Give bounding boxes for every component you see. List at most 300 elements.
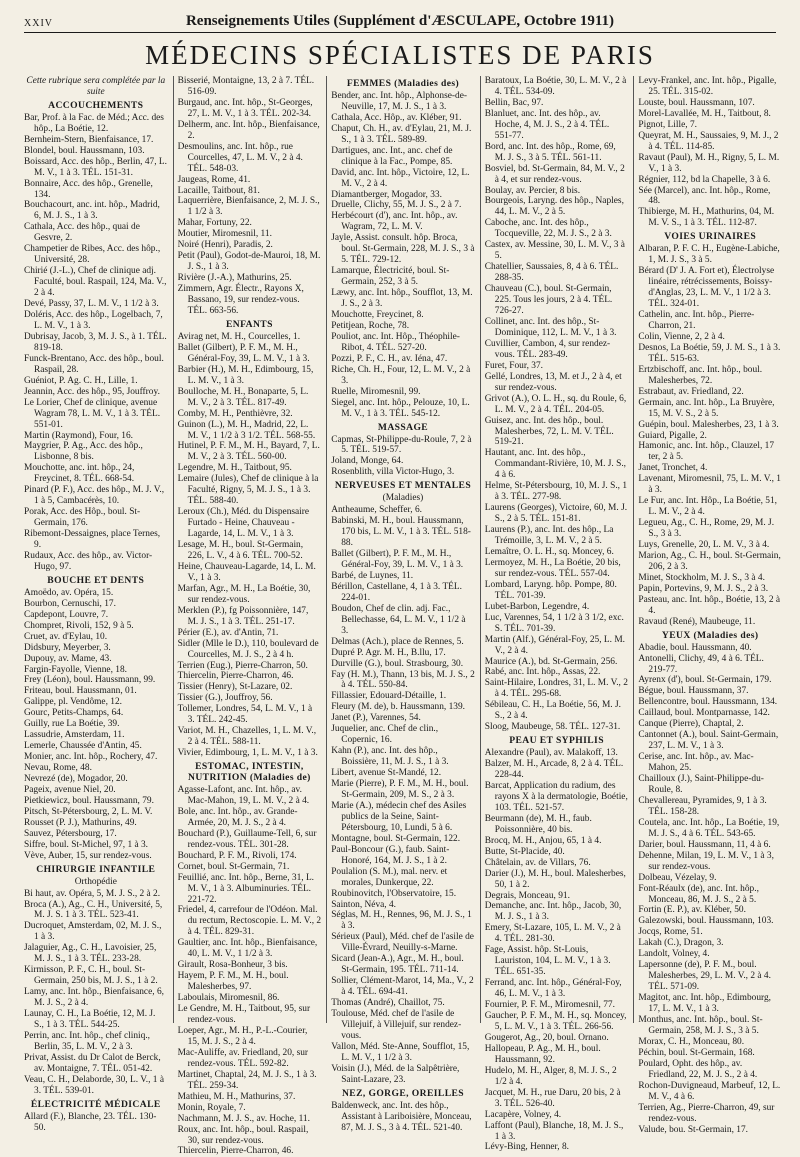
directory-entry: Jeannin, Acc. des hôp., 95, Jouffroy.: [24, 386, 160, 397]
directory-entry: Chompret, Rivoli, 152, 9 à 5.: [24, 620, 134, 631]
directory-entry: Launay, C. H., La Boétie, 12, M. J. S., 1 à 3. TÉL. 544-25.: [24, 1009, 156, 1031]
directory-entry: Lacapère, Volney, 4.: [484, 1109, 562, 1120]
directory-entry: Doléris, Acc. des hôp., Logelbach, 7, L. M. V., 1 à 3.: [24, 310, 163, 331]
directory-entry: Cathala, Acc. Hôp., av. Kléber, 91.: [331, 112, 462, 123]
directory-entry: Guinon (L.), M. H., Madrid, 22, L. M. V., 1 1/2 à 3 1/2. TÉL. 568-55.: [177, 419, 316, 441]
directory-entry: Sauvez, Pétersbourg, 17.: [24, 828, 117, 839]
directory-entry: Monier, anc. Int. hôp., Rochery, 47.: [24, 752, 158, 763]
directory-entry: Toulouse, Méd. chef de l'asile de Villejuif, à Villejuif, sur rendez-vous.: [331, 1009, 462, 1041]
directory-entry: Lamy, anc. Int. hôp., Bienfaisance, 6, M. J. S., 2 à 4.: [24, 987, 164, 1009]
directory-entry: Bisserié, Montaigne, 13, 2 à 7. TÉL. 516-09.: [177, 76, 315, 97]
directory-entry: Delherm, anc. Int. hôp., Bienfaisance, 2.: [177, 119, 320, 141]
directory-entry: Chevallereau, Pyramides, 9, 1 à 3. TÉL. 158-28.: [638, 795, 767, 817]
directory-entry: Valude, bou. St-Germain, 17.: [638, 1124, 748, 1135]
directory-entry: Læwy, anc. Int. hôp., Soufflot, 13, M. J. S., 2 à 3.: [331, 288, 473, 310]
directory-entry: Gougerot, Ag., 20, boul. Ornano.: [484, 1032, 609, 1043]
directory-entry: Châtelain, av. de Villars, 76.: [484, 857, 591, 868]
directory-entry: Antheaume, Scheffer, 6.: [331, 505, 423, 516]
directory-entry: Pasteau, anc. Int. hôp., Boétie, 13, 2 à 4.: [638, 594, 781, 616]
directory-entry: Hudelo, M. H., Alger, 8, M. J. S., 2 1/2 à 4.: [484, 1065, 617, 1087]
directory-entry: Pietkiewicz, boul. Haussmann, 79.: [24, 795, 154, 806]
directory-entry: Siffre, boul. St-Michel, 97, 1 à 3.: [24, 839, 149, 850]
directory-entry: Coutela, anc. Int. hôp., La Boétie, 19, M. J. S., 4 à 6. TÉL. 543-65.: [638, 817, 780, 839]
directory-entry: Perrin, anc. Int. hôp., chef cliniq., Berlin, 35, L. M. V., 2 à 3.: [24, 1030, 151, 1052]
directory-entry: Loeper, Agr., M. H., P.-L.-Courier, 15, M. J. S., 2 à 4.: [177, 1025, 308, 1047]
directory-entry: Fargin-Fayolle, Vienne, 18.: [24, 664, 127, 675]
section-heading: NERVEUSES ET MENTALES: [334, 480, 472, 492]
directory-entry: Desnos, La Boétie, 59, J. M. S., 1 à 3. TÉL. 515-63.: [638, 342, 781, 364]
directory-entry: Legueu, Ag., C. H., Rome, 29, M. J. S., 3 à 3.: [638, 518, 775, 540]
directory-entry: Bellencontre, boul. Haussmann, 134.: [638, 697, 778, 708]
directory-entry: Variot, M. H., Chazelles, 1, L. M. V., 2 à 4. TÉL. 588-11.: [177, 726, 317, 748]
directory-entry: Rousset (P. J.), Mathurins, 49.: [24, 817, 137, 828]
section-heading: FEMMES (Maladies des): [346, 78, 460, 89]
directory-entry: Morel-Lavallée, M. H., Taitbout, 8.: [638, 108, 771, 119]
directory-entry: Martin (Raymond), Four, 16.: [24, 430, 133, 441]
directory-entry: Roubinovitch, l'Observatoire, 15.: [331, 888, 457, 899]
directory-entry: Cantonnet (A.), boul. Saint-Germain, 237, L. M. V., 1 à 3.: [638, 730, 779, 752]
directory-entry: Pageix, avenue Niel, 20.: [24, 785, 116, 795]
directory-entry: Bonnaire, Acc. des hôp., Grenelle, 134.: [24, 178, 153, 200]
section-heading: MASSAGE: [377, 421, 429, 433]
directory-entry: Cerise, anc. Int. hôp., av. Mac-Mahon, 25.: [638, 752, 754, 774]
directory-entry: Zimmern, Agr. Électr., Rayons X, Bassano, 19, sur rendez-vous. TÉL. 663-56.: [177, 284, 304, 317]
directory-entry: Montagne, boul. St-Germain, 122.: [331, 833, 461, 844]
directory-entry: Dehenne, Milan, 19, L. M. V., 1 à 3, sur rendez-vous.: [638, 850, 774, 872]
directory-entry: Tollemer, Londres, 54, L. M. V., 1 à 3. TÉL. 242-45.: [177, 704, 313, 726]
directory-entry: Burgaud, anc. Int. hôp., St-Georges, 27, L. M. V., 1 à 3. TÉL. 202-34.: [177, 97, 313, 119]
column-2: [173, 76, 322, 1157]
directory-entry: Druelle, Clichy, 55, M. J. S., 2 à 7.: [331, 200, 462, 211]
directory-entry: Cathala, Acc. des hôp., quai de Gesvre, 2.: [24, 222, 140, 244]
directory-entry: Thomas (André), Chaillot, 75.: [331, 998, 445, 1009]
directory-entry: Bouchacourt, anc. int. hôp., Madrid, 6, M. J. S., 1 à 3.: [24, 200, 160, 222]
directory-entry: Lermoyez, M. H., La Boétie, 20 bis, sur rendez-vous. TÉL. 557-04.: [484, 557, 621, 579]
directory-entry: Roux, anc. Int. hôp., boul. Raspail, 30, sur rendez-vous.: [177, 1124, 309, 1146]
directory-entry: Privat, Assist. du Dr Calot de Berck, av. Montaigne, 7. TÉL. 051-42.: [24, 1052, 161, 1074]
directory-entry: Maygrier, P. Ag., Acc. des hôp., Lisbonne, 8 bis.: [24, 441, 143, 463]
directory-entry: Fortin (E. P.), av. Kléber, 50.: [638, 905, 746, 916]
directory-entry: Caboche, anc. Int. des hôp., Tocqueville, 22, M. J. S., 2 à 3.: [484, 218, 612, 240]
directory-entry: Noiré (Henri), Paradis, 2.: [177, 240, 273, 251]
directory-entry: Agasse-Lafont, anc. Int. hôp., av. Mac-Mahon, 19, L. M. V., 2 à 4.: [177, 785, 310, 806]
directory-entry: Mahar, Fortuny, 22.: [177, 218, 252, 229]
directory-entry: Chailloux (J.), Saint-Philippe-du-Roule, 8.: [638, 774, 764, 795]
column-4: [480, 76, 629, 1153]
directory-entry: Castex, av. Messine, 30, L. M. V., 3 à 5.: [484, 240, 625, 262]
columns-container: [24, 76, 782, 1157]
section-heading: BOUCHE ET DENTS: [47, 574, 145, 586]
directory-entry: Heine, Chauveau-Lagarde, 14, L. M. V., 1 à 3.: [177, 561, 316, 583]
directory-entry: Joland, Monge, 64.: [331, 456, 404, 467]
directory-entry: Sollier, Clément-Marot, 14, Ma., V., 2 à 4. TÉL. 694-41.: [331, 976, 474, 998]
directory-entry: Le Gendre, M. H., Taitbout, 95, sur rendez-vous.: [177, 1004, 311, 1026]
directory-entry: Terrien (Eug.), Pierre-Charron, 50.: [177, 660, 308, 671]
directory-entry: Helme, St-Pétersbourg, 10, M. J. S., 1 à 3. TÉL. 277-98.: [484, 481, 628, 503]
directory-entry: Boissard, Acc. des hôp., Berlin, 47, L. M. V., 1 à 3. TÉL. 151-31.: [24, 156, 167, 178]
directory-entry: Baldenweck, anc. Int. des hôp., Assistant à Lariboisière, Monceau, 87, M. J. S., 3 à 4. TÉL. 521-40.: [331, 1100, 472, 1133]
directory-entry: Sloog, Maubeuge, 58. TÉL. 127-31.: [484, 722, 621, 733]
directory-entry: Jocqs, Rome, 51.: [638, 927, 703, 938]
directory-entry: Saint-Hilaire, Londres, 31, L. M. V., 2 à 4. TÉL. 295-68.: [484, 678, 628, 700]
directory-entry: Rochon-Duvigneaud, Marbeuf, 12, L. M. V., 4 à 6.: [638, 1080, 781, 1102]
directory-entry: Bégue, boul. Haussmann, 37.: [638, 686, 749, 697]
directory-entry: Chirié (J.-L.), Chef de clinique adj. Faculté, boul. Raspail, 124, Ma. V., 2 à 4.: [24, 266, 167, 299]
directory-entry: Terrien, Ag., Pierre-Charron, 49, sur rendez-vous.: [638, 1102, 775, 1124]
directory-entry: Pitsch, St-Pétersbourg, 2, L. M. V.: [24, 806, 153, 817]
directory-entry: Bernheim-Stern, Bienfaisance, 17.: [24, 134, 154, 145]
directory-entry: Boulay, av. Percier, 8 bis.: [484, 185, 581, 196]
directory-entry: Ravaud (René), Maubeuge, 11.: [638, 616, 756, 627]
directory-entry: Martin (Alf.), Général-Foy, 25, L. M. V., 2 à 4.: [484, 634, 626, 656]
directory-entry: Guilly, rue La Boétie, 39.: [24, 719, 120, 730]
directory-entry: Broca (A.), Ag., C. H., Université, 5, M. J. S. 1 à 3. TÉL. 523-41.: [24, 899, 163, 921]
directory-entry: Janet (P.), Varennes, 54.: [331, 713, 421, 724]
directory-entry: Jalaguier, Ag., C. H., Lavoisier, 25, M. J. S., 1 à 3. TÉL. 233-28.: [24, 943, 157, 965]
directory-entry: Legendre, M. H., Taitbout, 95.: [177, 463, 292, 474]
directory-entry: Marie (Pierre), P. F. M., M. H., boul. St-Germain, 209, M. S., 2 à 3.: [331, 779, 469, 800]
directory-entry: Laffont (Paul), Blanche, 18, M. J. S., 1 à 3.: [484, 1120, 624, 1142]
directory-entry: Babinski, M. H., boul. Haussmann, 170 bis, L. M. V., 1 à 3. TÉL. 518-88.: [331, 516, 471, 549]
directory-entry: Lesage, M. H., boul. St-Germain, 226, L. V., 4 à 6. TÉL. 700-52.: [177, 540, 304, 561]
directory-entry: Bérard (D' J. A. Fort et), Électrolyse linéaire, rétrécissements, Boissy-d'Anglas, 23, L. M. V., 1 1/2 à 3. TÉL. 324-01.: [638, 266, 775, 310]
directory-entry: Louste, boul. Haussmann, 107.: [638, 97, 755, 108]
directory-entry: Ballet (Gilbert), P. F. M., M. H., Général-Foy, 39, L. M. V., 1 à 3.: [177, 342, 310, 364]
directory-entry: Laurens (Georges), Victoire, 60, M. J. S., 2 à 5. TÉL. 151-81.: [484, 503, 628, 525]
directory-entry: Gellé, Londres, 13, M. et J., 2 à 4, et sur rendez-vous.: [484, 371, 622, 393]
directory-entry: Martinet, Chaptal, 24, M. J. S., 1 à 3. TÉL. 259-34.: [177, 1069, 317, 1091]
directory-entry: Durville (G.), boul. Strasbourg, 30.: [331, 658, 464, 669]
section-heading: ENFANTS: [225, 318, 273, 330]
directory-entry: Cuvillier, Cambon, 4, sur rendez-vous. TÉL. 283-49.: [484, 338, 611, 360]
directory-entry: Paul-Boncour (G.), faub. Saint-Honoré, 164, M. J. S., 1 à 2.: [331, 844, 450, 866]
directory-entry: Monin, Royale, 7.: [177, 1102, 246, 1113]
directory-entry: Avirag net, M. H., Courcelles, 1.: [177, 331, 301, 342]
directory-entry: Ravaut (Paul), M. H., Rigny, 5, L. M. V., 1 à 3.: [638, 152, 780, 174]
directory-entry: Marie (A.), médecin chef des Asiles publics de la Seine, Saint-Pétersbourg, 10, Lundi, 5 à 6.: [331, 800, 467, 833]
directory-entry: Mouchotte, anc. int. hôp., 24, Freycinet, 8. TÉL. 668-54.: [24, 463, 135, 485]
directory-entry: Luys, Grenelle, 20, L. M. V., 3 à 4.: [638, 540, 770, 551]
directory-entry: Emery, St-Lazare, 105, L. M. V., 2 à 4. TÉL. 281-30.: [484, 923, 621, 945]
directory-entry: Poulard, Opht. des hôp., av. Friedland, 22, M. J. S., 2 à 4.: [638, 1058, 758, 1080]
directory-entry: Ducroquet, Amsterdam, 02, M. J. S., 1 à 3.: [24, 921, 162, 943]
section-heading: ÉLECTRICITÉ MÉDICALE: [30, 1098, 161, 1110]
directory-entry: Blanluet, anc. Int. des hôp., av. Hoche, 4, M. J. S., 2 à 4. TÉL. 551-77.: [484, 108, 610, 141]
directory-entry: Porak, Acc. des Hôp., boul. St-Germain, 176.: [24, 507, 141, 529]
directory-entry: Lemaître, O. L. H., sq. Moncey, 6.: [484, 546, 614, 557]
directory-entry: Hallopeau, P. Ag., M. H., boul. Haussmann, 92.: [484, 1043, 601, 1065]
directory-entry: Hautant, anc. Int. des hôp., Commandant-Rivière, 10, M. J. S., 4 à 6.: [484, 448, 627, 481]
directory-entry: Lacaille, Taitbout, 81.: [177, 185, 260, 196]
directory-entry: Tissier (Henry), St-Lazare, 02.: [177, 682, 293, 693]
directory-entry: Cathelin, anc. Int. hôp., Pierre-Charron, 21.: [638, 310, 755, 331]
directory-entry: Hayem, P. F. M., M. H., boul. Malesherbes, 97.: [177, 971, 289, 993]
directory-entry: Funck-Brentano, Acc. des hôp., boul. Raspail, 28.: [24, 353, 164, 375]
directory-entry: Baratoux, La Boétie, 30, L. M. V., 2 à 4. TÉL. 534-09.: [484, 76, 627, 97]
directory-entry: Monthus, anc. Int. hôp., boul. St-Germain, 258, M. J. S., 3 à 5.: [638, 1015, 763, 1036]
directory-entry: Bi haut, av. Opéra, 5, M. J. S., 2 à 2.: [24, 888, 161, 899]
directory-entry: Mathieu, M. H., Mathurins, 37.: [177, 1091, 296, 1102]
directory-entry: Sée (Marcel), anc. Int. hôp., Rome, 48.: [638, 185, 771, 207]
directory-entry: David, anc. Int. hôp., Victoire, 12, L. M. V., 2 à 4.: [331, 167, 470, 189]
directory-entry: Nachmann, M. J. S., av. Hoche, 11.: [177, 1113, 310, 1124]
directory-entry: Beurmann (de), M. H., faub. Poissonnière, 40 bis.: [484, 813, 592, 835]
directory-entry: Hamonic, anc. Int. hôp., Clauzel, 17 ter, 2 à 5.: [638, 441, 775, 463]
directory-entry: Bourgeois, Laryng. des hôp., Naples, 44, L. M. V., 2 à 5.: [484, 196, 624, 218]
directory-entry: Allard (F.), Blanche, 23. TÉL. 130-50.: [24, 1111, 157, 1133]
directory-entry: Thiercelin, Pierre-Charron, 46.: [177, 671, 294, 682]
directory-entry: Le Fur, anc. Int. Hôp., La Boétie, 51, L. M. V., 2 à 4.: [638, 496, 778, 518]
section-subheading: (Maladies): [382, 493, 424, 504]
directory-entry: Darier, boul. Haussmann, 11, 4 à 6.: [638, 839, 771, 850]
directory-entry: Lakah (C.), Dragon, 3.: [638, 938, 724, 949]
directory-entry: Lubet-Barbon, Legendre, 4.: [484, 601, 590, 612]
directory-entry: Mouchotte, Freycinet, 8.: [331, 310, 424, 321]
directory-entry: Furet, Four, 37.: [484, 360, 543, 371]
directory-entry: Grivot (A.), O. L. H., sq. du Roule, 6, L. M. V., 2 à 4. TÉL. 204-05.: [484, 393, 627, 415]
section-heading: NEZ, GORGE, OREILLES: [341, 1087, 465, 1099]
directory-entry: Marion, Ag., C. H., boul. St-Germain, 206, 2 à 3.: [638, 550, 781, 572]
directory-entry: Lamarque, Électricité, boul. St-Germain, 252, 3 à 5.: [331, 266, 450, 288]
page-number: XXIV: [24, 18, 53, 29]
directory-entry: Albaran, P. F. C. H., Eugène-Labiche, 1, M. J. S., 3 à 5.: [638, 244, 780, 266]
directory-entry: Nevau, Rome, 48.: [24, 763, 92, 774]
directory-entry: Minet, Stockholm, M. J. S., 3 à 4.: [638, 572, 765, 583]
directory-entry: Barbier (H.), M. H., Edimbourg, 15, L. M. V., 1 à 3.: [177, 364, 314, 386]
directory-entry: Degrais, Monceau, 91.: [484, 890, 570, 901]
directory-entry: Bord, anc. Int. des hôp., Rome, 69, M. J. S., 3 à 5. TÉL. 561-11.: [484, 141, 616, 163]
directory-entry: Leroux (Ch.), Méd. du Dispensaire Furtado - Heine, Chauveau - Lagarde, 14, L. M. V., 1 à 3.: [177, 507, 310, 540]
directory-entry: Sidler (Mlle le D.), 110, boulevard de Courcelles, M. J. S., 2 à 4 h.: [177, 638, 319, 660]
directory-entry: Régnier, 112, bd la Chapelle, 3 à 6.: [638, 174, 771, 185]
directory-entry: Rabé, anc. Int. hôp., Assas, 22.: [484, 667, 601, 678]
directory-entry: Antonelli, Clichy, 49, 4 à 6. TÉL. 219-77.: [638, 653, 764, 675]
directory-entry: Blondel, boul. Haussmann, 103.: [24, 145, 145, 156]
directory-entry: Demanche, anc. Int. hôp., Jacob, 30, M. J. S., 1 à 3.: [484, 901, 622, 923]
directory-entry: Frey (Léon), boul. Haussmann, 99.: [24, 675, 156, 686]
directory-entry: Juquelier, anc. Chef de clin., Copernic, 16.: [331, 724, 439, 746]
directory-entry: Delmas (Ach.), place de Rennes, 5.: [331, 636, 464, 647]
directory-entry: Balzer, M. H., Arcade, 8, 2 à 4. TÉL. 228-44.: [484, 759, 624, 781]
directory-entry: Comby, M. H., Penthièvre, 32.: [177, 408, 293, 419]
directory-entry: Colin, Vienne, 2, 2 à 4.: [638, 331, 725, 342]
directory-entry: Rudaux, Acc. des hôp., av. Victor-Hugo, 97.: [24, 550, 153, 572]
directory-entry: Chauveau (C.), boul. St-Germain, 225. Tous les jours, 2 à 4. TÉL. 726-27.: [484, 284, 613, 317]
directory-entry: Capdepont, Louvre, 7.: [24, 609, 109, 620]
directory-entry: Girault, Rosa-Bonheur, 3 bis.: [177, 960, 288, 971]
directory-entry: Friedel, 4, carrefour de l'Odéon. Mal. du rectum, Rectoscopie. L. M. V., 2 à 4. TÉL. 829-31.: [177, 905, 322, 938]
directory-entry: Luc, Varennes, 54, 1 1/2 à 3 1/2, exc. S. TÉL. 701-39.: [484, 612, 624, 634]
directory-entry: Merklen (P.), fg Poissonnière, 147, M. J. S., 1 à 3. TÉL. 251-17.: [177, 605, 309, 627]
directory-entry: Janet, Tronchet, 4.: [638, 463, 708, 474]
directory-entry: Guiard, Pigalle, 2.: [638, 430, 707, 441]
directory-entry: Bellin, Bac, 97.: [484, 97, 544, 108]
directory-entry: Fage, Assist. hôp. St-Louis, Lauriston, 104, L. M. V., 1 à 3. TÉL. 651-35.: [484, 945, 611, 978]
directory-entry: Font-Réaulx (de), anc. Int. hôp., Monceau, 86, M. J. S., 2 à 5.: [638, 883, 759, 905]
directory-entry: Rosenblith, villa Victor-Hugo, 3.: [331, 467, 455, 478]
directory-entry: Gaucher, P. F. M., M. H., sq. Moncey, 5, L. M. V., 1 à 3. TÉL. 266-56.: [484, 1011, 627, 1032]
directory-entry: Lemaire (Jules), Chef de clinique à la Faculté, Rigny, 5, M. J. S., 1 à 3. TÉL. 588-40.: [177, 474, 319, 507]
directory-entry: Tissier (G.), Jouffroy, 56.: [177, 693, 273, 704]
section-heading: VOIES URINAIRES: [664, 231, 757, 243]
directory-entry: Brocq, M. H., Anjou, 65, 1 à 4.: [484, 835, 602, 846]
directory-entry: Bouchard, P. F. M., Rivoli, 174.: [177, 850, 297, 861]
column-3: [326, 76, 475, 1133]
directory-entry: Dolbeau, Vézelay, 9.: [638, 872, 717, 883]
directory-entry: Maurice (A.), bd. St-Germain, 256.: [484, 656, 618, 667]
directory-entry: Pouliot, anc. Int. Hôp., Théophile-Ribot, 4. TÉL. 527-20.: [331, 331, 460, 353]
directory-entry: Vivier, Edimbourg, 1, L. M. V., 1 à 3.: [177, 748, 318, 759]
directory-entry: Nevrezé (de), Mogador, 20.: [24, 774, 128, 785]
directory-entry: Galippe, pl. Vendôme, 12.: [24, 697, 122, 708]
directory-entry: Dupouy, av. Mame, 43.: [24, 653, 112, 664]
directory-entry: Estrabaut, av. Friedland, 22.: [638, 386, 744, 397]
directory-entry: Barbé, de Luynes, 11.: [331, 570, 414, 581]
directory-entry: Périer (E.), av. d'Antin, 71.: [177, 627, 279, 638]
directory-entry: Bole, anc. Int. hôp., av. Grande-Armée, 20, M. J. S., 2 à 4.: [177, 806, 298, 828]
directory-entry: Levy-Frankel, anc. Int. hôp., Pigalle, 25. TÉL. 315-02.: [638, 76, 777, 97]
directory-entry: Libert, avenue St-Mandé, 12.: [331, 768, 442, 779]
directory-entry: Le Lorier, Chef de clinique, avenue Wagram 78, L. M. V., 1 à 3. TÉL. 551-01.: [24, 397, 161, 430]
directory-entry: Ertzbischoff, anc. Int. hôp., boul. Malesherbes, 72.: [638, 364, 763, 386]
directory-entry: Laquerrière, Bienfaisance, 2, M. J. S., 1 1/2 à 3.: [177, 196, 320, 218]
directory-entry: Capmas, St-Philippe-du-Roule, 7, 2 à 5. TÉL. 519-57.: [331, 434, 472, 456]
section-heading: ACCOUCHEMENTS: [48, 99, 144, 111]
directory-entry: Devé, Passy, 37, L. M. V., 1 1/2 à 3.: [24, 299, 159, 310]
running-title: Renseignements Utiles (Supplément d'ÆSCULAPE, Octobre 1911): [185, 13, 615, 29]
directory-entry: Desmoulins, anc. Int. hôp., rue Courcelles, 47, L. M. V., 2 à 4. TÉL. 548-03.: [177, 141, 303, 174]
directory-entry: Darier (J.), M. H., boul. Malesherbes, 50, 1 à 2.: [484, 868, 626, 890]
directory-entry: Bouchard (P.), Guillaume-Tell, 6, sur rendez-vous. TÉL. 301-28.: [177, 828, 317, 850]
directory-entry: Poulalion (S. M.), mal. nerv. et morales, Dunkerque, 22.: [331, 866, 448, 888]
directory-entry: Amoëdo, av. Opéra, 15.: [24, 587, 114, 598]
directory-entry: Rivière (J.-A.), Mathurins, 25.: [177, 273, 292, 284]
directory-entry: Thiercelin, Pierre-Charron, 46.: [177, 1146, 294, 1157]
directory-entry: Ayrenx (d'), boul. St-Germain, 179.: [638, 675, 772, 686]
directory-entry: Boudon, Chef de clin. adj. Fac., Bellechasse, 64, L. M. V., 1 1/2 à 3.: [331, 603, 466, 636]
directory-entry: Alexandre (Paul), av. Malakoff, 13.: [484, 748, 618, 759]
directory-entry: Gaultier, anc. Int. hôp., Bienfaisance, 40, L. M. V., 1 1/2 à 3.: [177, 938, 318, 960]
directory-entry: Diamantberger, Mogador, 33.: [331, 189, 442, 200]
directory-entry: Friteau, boul. Haussmann, 01.: [24, 686, 137, 697]
directory-entry: Landolt, Volney, 4.: [638, 949, 710, 960]
directory-entry: Champetier de Ribes, Acc. des hôp., Université, 28.: [24, 244, 161, 266]
directory-entry: Guéniot, P. Ag. C. H., Lille, 1.: [24, 375, 138, 386]
directory-entry: Lombard, Laryng. hôp. Pompe, 80. TÉL. 701-39.: [484, 579, 617, 601]
directory-entry: Canque (Pierre), Chaptal, 2.: [638, 719, 744, 730]
directory-entry: Pozzi, P. F., C. H., av. Iéna, 47.: [331, 353, 448, 364]
directory-entry: Bourbon, Cernuschi, 17.: [24, 598, 116, 609]
section-subheading: Orthopédie: [74, 876, 117, 887]
directory-entry: Bosviel, bd. St-Germain, 84, M. V., 2 à 4, et sur rendez-vous.: [484, 163, 625, 185]
directory-entry: Petit (Paul), Godot-de-Mauroi, 18, M. J. S., 1 à 3.: [177, 251, 321, 273]
directory-entry: Abadie, boul. Haussmann, 40.: [638, 642, 752, 653]
directory-entry: Gourc, Petits-Champs, 64.: [24, 708, 124, 719]
directory-entry: Lévy-Bing, Henner, 8.: [484, 1142, 570, 1153]
directory-entry: Ballet (Gilbert), P. F. M., M. H., Général-Foy, 39, L. M. V., 1 à 3.: [331, 549, 464, 570]
directory-entry: Jaugeas, Rome, 41.: [177, 174, 251, 185]
directory-entry: Bar, Prof. à la Fac. de Méd.; Acc. des hôp., La Boétie, 12.: [24, 112, 164, 134]
directory-entry: Marfan, Agr., M. H., La Boétie, 30, sur rendez-vous.: [177, 583, 311, 605]
directory-entry: Magitot, anc. Int. hôp., Edimbourg, 17, L. M. V., 1 à 3.: [638, 993, 771, 1015]
directory-entry: Collinet, anc. Int. des hôp., St-Dominique, 112, L. M. V., 1 à 3.: [484, 316, 617, 338]
directory-entry: Jayle, Assist. consult. hôp. Broca, boul. St-Germain, 228, M. J. S., 3 à 5. TÉL. 729-12.: [331, 233, 475, 266]
directory-entry: Ruelle, Miromesnil, 99.: [331, 386, 421, 397]
directory-entry: Lemerle, Chaussée d'Antin, 45.: [24, 741, 142, 752]
column-5: [633, 76, 782, 1135]
directory-entry: Didsbury, Meyerber, 3.: [24, 642, 111, 653]
directory-entry: Queyrat, M. H., Saussaies, 9, M. J., 2 à 4. TÉL. 114-85.: [638, 130, 779, 152]
running-header: [24, 10, 776, 33]
directory-entry: Fleury (M. de), b. Haussmann, 139.: [331, 702, 466, 713]
directory-entry: Lapersonne (de), P. F. M., boul. Malesherbes, 29, L. M. V., 2 à 4. TÉL. 571-09.: [638, 960, 771, 993]
directory-entry: Kirmisson, P. F., C. H., boul. St-Germain, 250 bis, M. J. S., 1 à 2.: [24, 965, 158, 987]
directory-entry: Guépin, boul. Malesherbes, 23, 1 à 3.: [638, 419, 779, 430]
directory-entry: Veau, C. H., Delaborde, 30, L. V., 1 à 3. TÉL. 539-01.: [24, 1074, 164, 1096]
directory-entry: Feuillié, anc. Int. hôp., Berne, 31, L. M. V., 1 à 3. Albuminuries. TÉL. 221-72.: [177, 872, 315, 905]
directory-entry: Sérieux (Paul), Méd. chef de l'asile de Ville-Évrard, Neuilly-s-Marne.: [331, 932, 474, 954]
directory-entry: Sicard (Jean-A.), Agr., M. H., boul. St-Germain, 195. TÉL. 711-14.: [331, 954, 464, 976]
section-heading: PEAU ET SYPHILIS: [509, 735, 604, 747]
section-heading: CHIRURGIE INFANTILE: [36, 863, 156, 875]
directory-entry: Germain, anc. Int. hôp., La Bruyère, 15, M. V. S., 2 à 5.: [638, 397, 775, 419]
section-heading: ESTOMAC, INTESTIN, NUTRITION (Maladies de): [188, 761, 311, 784]
directory-entry: Bérillon, Castellane, 4, 1 à 3. TÉL. 224-01.: [331, 581, 462, 603]
directory-entry: Butte, St-Placide, 40.: [484, 846, 565, 857]
directory-entry: Guisez, anc. Int. des hôp., boul. Malesherbes, 72, L. M. V. TÉL. 519-21.: [484, 415, 614, 448]
directory-entry: Fay (H. M.), Thann, 13 bis, M. J. S., 2 à 4. TÉL. 550-84.: [331, 669, 475, 691]
directory-entry: Cruet, av. d'Eylau, 10.: [24, 631, 108, 642]
directory-entry: Kahn (P.), anc. Int. des hôp., Boissière, 11, M. J. S., 1 à 3.: [331, 746, 449, 768]
directory-entry: Caillaud, boul. Montparnasse, 142.: [638, 708, 770, 719]
directory-entry: Chaput, Ch. H., av. d'Eylau, 21, M. J. S., 1 à 3. TÉL. 589-89.: [331, 123, 472, 145]
directory-entry: Sébileau, C. H., La Boétie, 56, M. J. S., 2 à 4.: [484, 700, 621, 722]
page-title: MÉDECINS SPÉCIALISTES DE PARIS: [145, 40, 655, 70]
directory-entry: Séglas, M. H., Rennes, 96, M. J. S., 1 à 3.: [331, 910, 472, 932]
directory-entry: Moutier, Miromesnil, 11.: [177, 229, 272, 240]
directory-entry: Sainton, Néva, 4.: [331, 899, 397, 910]
section-heading: YEUX (Maladies des): [661, 629, 759, 641]
directory-entry: Vallon, Méd. Ste-Anne, Soufflot, 15, L. M. V., 1 1/2 à 3.: [331, 1041, 470, 1063]
directory-entry: Fillassier, Edouard-Détaille, 1.: [331, 691, 447, 702]
directory-entry: Siegel, anc. Int. hôp., Pelouze, 10, L. M. V., 1 à 3. TÉL. 545-12.: [331, 397, 470, 419]
directory-entry: Hutinel, P. F. M., M. H., Bayard, 7, L. M. V., 2 à 3. TÉL. 560-00.: [177, 441, 320, 463]
column-1: [24, 76, 168, 1133]
directory-entry: Barcat, Application du radium, des rayons X à la dermatologie, Boétie, 103. TÉL. 521-57.: [484, 781, 628, 813]
directory-entry: Ribemont-Dessaignes, place Ternes, 9.: [24, 529, 161, 551]
directory-entry: Dartigues, anc. Int., anc. chef de clinique à la Fac., Pompe, 85.: [331, 145, 453, 167]
directory-entry: Mac-Auliffe, av. Friedland, 20, sur rendez-vous. TÉL. 592-82.: [177, 1047, 309, 1069]
directory-entry: Herbécourt (d'), anc. Int. hôp., av. Wagram, 72, L. M. V.: [331, 211, 458, 233]
directory-entry: Ferrand, anc. Int. hôp., Général-Foy, 46, L. M. V., 1 à 3.: [484, 978, 622, 1000]
directory-entry: Boulloche, M. H., Bonaparte, 5, L. M. V., 2 à 3. TÉL. 817-49.: [177, 386, 309, 408]
directory-entry: Riche, Ch. H., Four, 12, L. M. V., 2 à 3.: [331, 364, 471, 386]
directory-entry: Morax, C. H., Monceau, 80.: [638, 1036, 745, 1047]
directory-entry: Péchin, boul. St-Germain, 168.: [638, 1047, 755, 1058]
directory-entry: Thibierge, M. H., Mathurins, 04, M. M. V. S., 1 à 3. TÉL. 112-87.: [638, 207, 775, 229]
directory-entry: Lavenant, Miromesnil, 75, L. M. V., 1 à 3.: [638, 474, 781, 496]
directory-entry: Lassudrie, Amsterdam, 11.: [24, 730, 125, 741]
column-note: Cette rubrique sera complétée par la suite: [26, 76, 166, 97]
directory-entry: Dupré P. Agr. M. H., B.llu, 17.: [331, 647, 446, 658]
directory-entry: Chatellier, Saussaies, 8, 4 à 6. TÉL. 288-35.: [484, 262, 619, 284]
directory-entry: Laurens (P.), anc. Int. des hôp., La Trémoille, 3, L. M. V., 2 à 5.: [484, 525, 614, 547]
directory-entry: Vève, Auber, 15, sur rendez-vous.: [24, 850, 152, 861]
directory-entry: Papin, Portevins, 9, M. J. S., 2 à 3.: [638, 583, 769, 594]
directory-entry: Fournier, P. F. M., Miromesnil, 77.: [484, 1000, 615, 1011]
directory-entry: Dubrisay, Jacob, 3, M. J. S., à 1. TÉL. 819-18.: [24, 331, 167, 353]
directory-entry: Jacquet, M. H., rue Daru, 20 bis, 2 à 3. TÉL. 526-40.: [484, 1087, 621, 1109]
